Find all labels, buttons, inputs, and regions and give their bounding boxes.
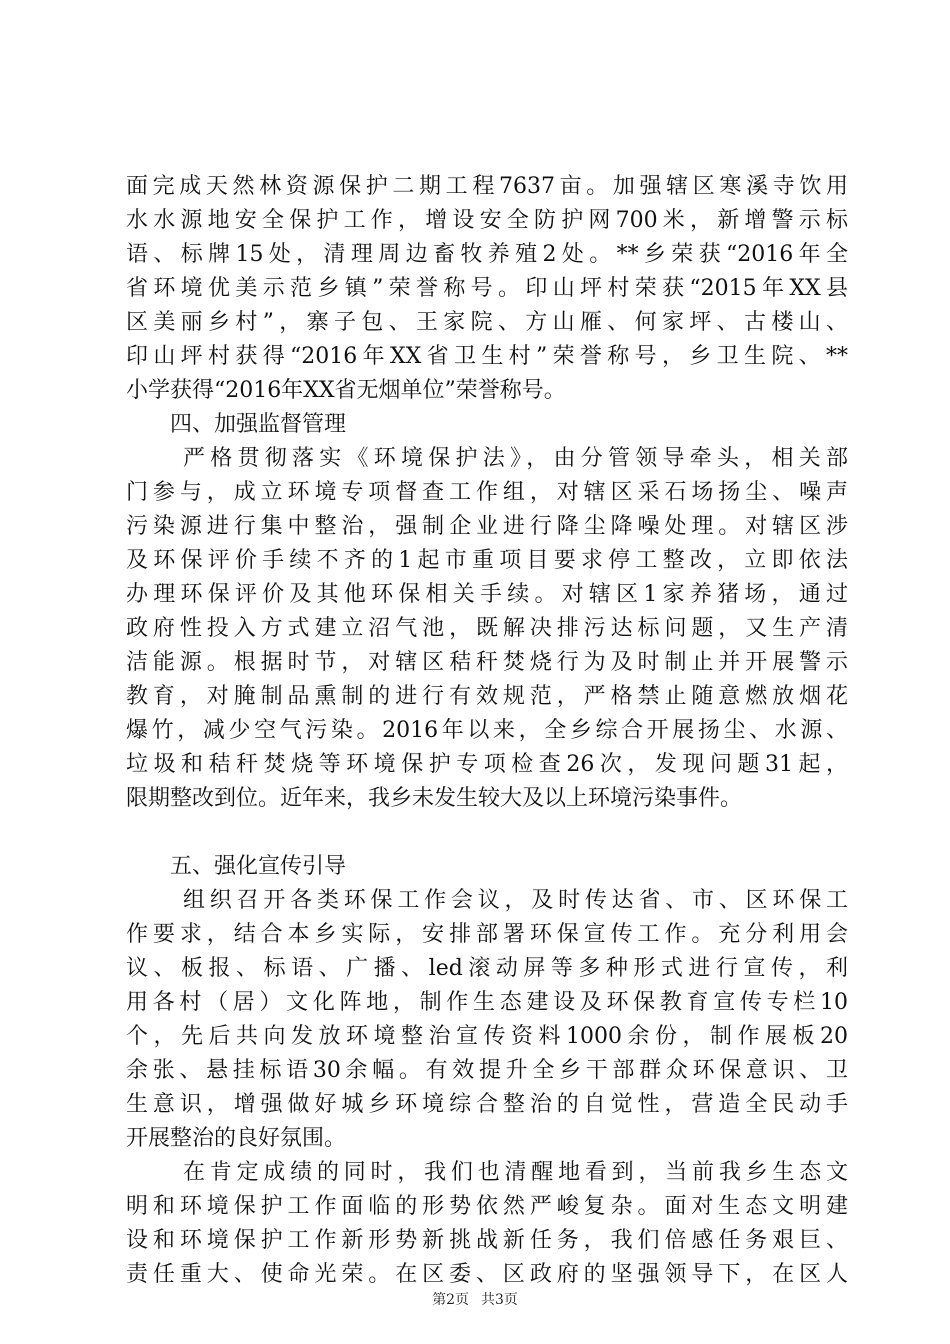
text-line: 污染源进行集中整治，强制企业进行降尘降噪处理。对辖区涉 [126, 514, 848, 539]
page-footer [0, 1289, 950, 1309]
text-line: 政府性投入方式建立沼气池，既解决排污达标问题，又生产清 [126, 616, 848, 641]
text-line: 用各村（居）文化阵地，制作生态建设及环保教育宣传专栏10 [126, 990, 848, 1015]
text-line: 印山坪村获得“2016年XX省卫生村”荣誉称号，乡卫生院、** [126, 344, 848, 369]
text-line: 限期整改到位。近年来，我乡未发生较大及以上环境污染事件。 [126, 786, 743, 811]
text-line: 组织召开各类环保工作会议，及时传达省、市、区环保工 [183, 888, 848, 913]
text-line: 责任重大、使命光荣。在区委、区政府的坚强领导下，在区人 [126, 1262, 848, 1287]
text-line: 爆竹，减少空气污染。2016年以来，全乡综合开展扬尘、水源、 [126, 718, 848, 743]
text-line: 余张、悬挂标语30余幅。有效提升全乡干部群众环保意识、卫 [126, 1058, 848, 1083]
text-line: 严格贯彻落实《环境保护法》，由分管领导牵头，相关部 [183, 446, 848, 471]
section-heading-5: 五、强化宣传引导 [170, 854, 347, 879]
text-line: 水水源地安全保护工作，增设安全防护网700米，新增警示标 [126, 208, 848, 233]
text-line: 小学获得“2016年XX省无烟单位”荣誉称号。 [126, 378, 566, 403]
section-heading-4: 四、加强监督管理 [170, 412, 347, 437]
text-line: 区美丽乡村”，寨子包、王家院、方山雁、何家坪、古楼山、 [126, 310, 848, 335]
text-line: 设和环境保护工作新形势新挑战新任务，我们倍感任务艰巨、 [126, 1228, 848, 1253]
text-line: 语、标牌15处，清理周边畜牧养殖2处。**乡荣获“2016年全 [126, 242, 848, 267]
text-line: 开展整治的良好氛围。 [126, 1126, 347, 1151]
page-total: 共3页 [481, 1292, 518, 1308]
text-line: 及环保评价手续不齐的1起市重项目要求停工整改，立即依法 [126, 548, 848, 573]
text-line: 明和环境保护工作面临的形势依然严峻复杂。面对生态文明建 [126, 1194, 848, 1219]
document-body [126, 170, 848, 1292]
text-line: 办理环保评价及其他环保相关手续。对辖区1家养猪场，通过 [126, 582, 848, 607]
text-line: 个，先后共向发放环境整治宣传资料1000余份，制作展板20 [126, 1024, 848, 1049]
text-line: 垃圾和秸秆焚烧等环境保护专项检查26次，发现问题31起， [126, 752, 848, 777]
text-line: 省环境优美示范乡镇”荣誉称号。印山坪村荣获“2015年XX县 [126, 276, 848, 301]
text-line: 门参与，成立环境专项督查工作组，对辖区采石场扬尘、噪声 [126, 480, 848, 505]
text-line: 在肯定成绩的同时，我们也清醒地看到，当前我乡生态文 [183, 1160, 848, 1185]
text-line: 作要求，结合本乡实际，安排部署环保宣传工作。充分利用会 [126, 922, 848, 947]
page-number: 第2页 [432, 1292, 469, 1308]
text-line: 教育，对腌制品熏制的进行有效规范，严格禁止随意燃放烟花 [126, 684, 848, 709]
text-line: 议、板报、标语、广播、led滚动屏等多种形式进行宣传，利 [126, 956, 848, 981]
paragraph-spacer [126, 816, 848, 850]
text-line: 生意识，增强做好城乡环境综合整治的自觉性，营造全民动手 [126, 1092, 848, 1117]
text-line: 洁能源。根据时节，对辖区秸秆焚烧行为及时制止并开展警示 [126, 650, 848, 675]
text-line: 面完成天然林资源保护二期工程7637亩。加强辖区寒溪寺饮用 [126, 174, 848, 199]
